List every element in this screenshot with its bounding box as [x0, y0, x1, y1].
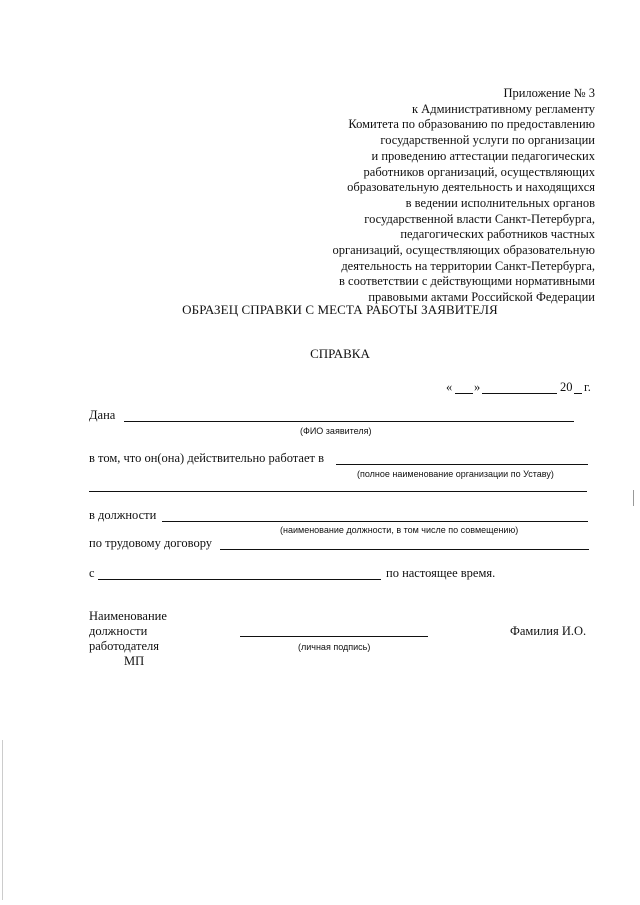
- date-close-quote: »: [474, 380, 481, 394]
- scan-edge-mark: [2, 740, 3, 900]
- month-field[interactable]: [482, 393, 557, 394]
- appendix-note: [215, 86, 595, 306]
- signature-caption: (личная подпись): [298, 642, 371, 652]
- position-field[interactable]: [162, 521, 588, 522]
- appendix-line: государственной власти Санкт-Петербурга,: [364, 211, 595, 226]
- appendix-line: в ведении исполнительных органов: [405, 195, 595, 210]
- appendix-line: Комитета по образованию по предоставлению: [348, 117, 595, 132]
- appendix-line: правовыми актами Российской Федерации: [368, 290, 595, 305]
- period-from-label: с: [89, 566, 95, 580]
- applicant-name-field[interactable]: [124, 421, 574, 422]
- employer-position-line: работодателя: [89, 639, 160, 653]
- period-to-label: по настоящее время.: [386, 566, 496, 580]
- position-label: в должности: [89, 508, 157, 522]
- appendix-line: педагогических работников частных: [400, 227, 595, 242]
- year-prefix: 20: [560, 380, 573, 394]
- appendix-line: к Административному регламенту: [411, 101, 595, 116]
- appendix-line: в соответствии с действующими нормативными: [339, 274, 595, 289]
- organization-field[interactable]: [336, 464, 588, 465]
- appendix-line: деятельность на территории Санкт-Петербурга,: [341, 258, 595, 273]
- contract-field[interactable]: [220, 549, 589, 550]
- organization-caption: (полное наименование организации по Уставу): [357, 469, 554, 479]
- appendix-line: и проведению аттестации педагогических: [371, 148, 595, 163]
- organization-field-continued[interactable]: [89, 491, 587, 492]
- year-field[interactable]: [574, 393, 582, 394]
- contract-label: по трудовому договору: [89, 536, 213, 550]
- given-to-label: Дана: [89, 408, 116, 422]
- signer-name: Фамилия И.О.: [510, 624, 587, 638]
- employer-position-line: Наименование: [89, 609, 167, 623]
- year-suffix: г.: [584, 380, 591, 394]
- day-field[interactable]: [455, 393, 473, 394]
- works-at-label: в том, что он(она) действительно работает в: [89, 451, 324, 465]
- signature-field[interactable]: [240, 636, 428, 637]
- scan-edge-mark: [633, 490, 634, 506]
- appendix-line: работников организаций, осуществляющих: [363, 164, 595, 179]
- date-open-quote: «: [446, 380, 453, 394]
- document-heading: СПРАВКА: [310, 346, 370, 361]
- sample-title: ОБРАЗЕЦ СПРАВКИ С МЕСТА РАБОТЫ ЗАЯВИТЕЛЯ: [182, 302, 498, 317]
- appendix-line: государственной услуги по организации: [380, 133, 595, 148]
- appendix-line: организаций, осуществляющих образовательную: [332, 243, 595, 258]
- appendix-line: образовательную деятельность и находящихся: [347, 180, 595, 195]
- seal-placeholder: МП: [124, 654, 145, 668]
- applicant-name-caption: (ФИО заявителя): [300, 426, 372, 436]
- appendix-line: Приложение № 3: [503, 86, 595, 100]
- position-caption: (наименование должности, в том числе по совмещению): [280, 525, 519, 535]
- period-start-field[interactable]: [98, 579, 381, 580]
- employer-position-line: должности: [89, 624, 148, 638]
